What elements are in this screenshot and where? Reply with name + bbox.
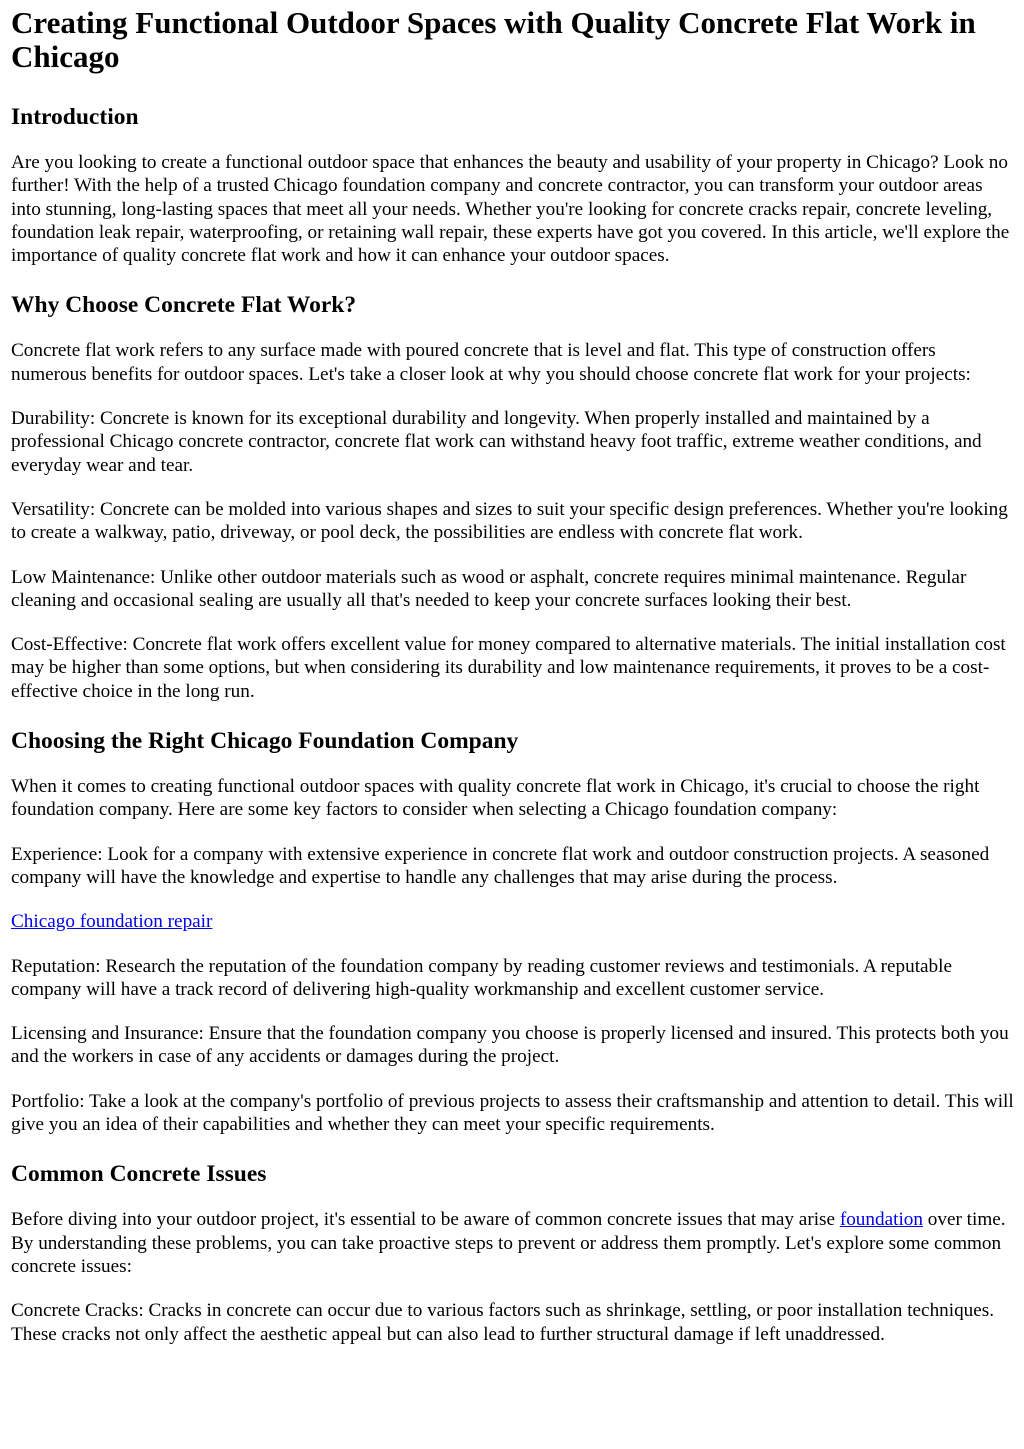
issues-text-before-link: Before diving into your outdoor project, it's essential to be aware of common concrete issues that may arise — [11, 1209, 840, 1231]
section-heading-choosing-company: Choosing the Right Chicago Foundation Company — [11, 728, 519, 755]
section-heading-why-choose: Why Choose Concrete Flat Work? — [11, 292, 357, 319]
why-paragraph-durability: Durability: Concrete is known for its exceptional durability and longevity. When properly installed and maintained by a professional Chicago concrete contractor, concrete flat work can withstand heavy foot traffic, extreme weather conditions, and everyday wear and tear. — [11, 408, 982, 476]
foundation-link[interactable]: foundation — [839, 1209, 923, 1231]
section-heading-introduction: Introduction — [11, 104, 139, 130]
issues-text-after-link: over time. By understanding these problems, you can take proactive steps to prevent or address them promptly. Let's explore some common concrete issues: — [11, 1209, 1006, 1277]
intro-paragraph: Are you looking to create a functional outdoor space that enhances the beauty and usability of your property in Chicago? Look no further! With the help of a trusted Chicago foundation company and concrete contractor, you can transform your outdoor areas into stunning, long-lasting spaces that meet all your needs. Whether you're looking for concrete cracks repair, concrete leveling, foundation leak repair, waterproofing, or retaining wall repair, these experts have got you covered. In this article, we'll explore the importance of quality concrete flat work and how it can enhance your outdoor spaces. — [11, 152, 1010, 267]
issues-paragraph-intro — [11, 1208, 1014, 1278]
link-paragraph — [11, 910, 1014, 933]
page-title: Creating Functional Outdoor Spaces with Quality Concrete Flat Work in Chicago — [11, 5, 976, 74]
choosing-paragraph-intro: When it comes to creating functional outdoor spaces with quality concrete flat work in Chicago, it's crucial to choose the right foundation company. Here are some key factors to consider when selecting a Chicago foundation company: — [11, 776, 980, 821]
issues-paragraph-cracks: Concrete Cracks: Cracks in concrete can occur due to various factors such as shrinkage, settling, or poor installation techniques. These cracks not only affect the aesthetic appeal but can also lead to further structural damage if left unaddressed. — [11, 1300, 995, 1345]
section-heading-common-issues: Common Concrete Issues — [11, 1161, 267, 1188]
choosing-paragraph-licensing: Licensing and Insurance: Ensure that the foundation company you choose is properly licensed and insured. This protects both you and the workers in case of any accidents or damages during the project. — [11, 1023, 1009, 1068]
why-paragraph-low-maintenance: Low Maintenance: Unlike other outdoor materials such as wood or asphalt, concrete requires minimal maintenance. Regular cleaning and occasional sealing are usually all that's needed to keep your concrete surfaces looking their best. — [11, 566, 967, 611]
choosing-paragraph-reputation: Reputation: Research the reputation of the foundation company by reading customer reviews and testimonials. A reputable company will have a track record of delivering high-quality workmanship and excellent customer service. — [11, 955, 952, 1000]
chicago-foundation-repair-link[interactable]: Chicago foundation repair — [11, 911, 213, 933]
why-paragraph-intro: Concrete flat work refers to any surface made with poured concrete that is level and flat. This type of construction offers numerous benefits for outdoor spaces. Let's take a closer look at why you should choose concrete flat work for your projects: — [11, 340, 971, 385]
choosing-paragraph-experience: Experience: Look for a company with extensive experience in concrete flat work and outdoor construction projects. A seasoned company will have the knowledge and expertise to handle any challenges that may arise during the process. — [11, 843, 990, 888]
why-paragraph-versatility: Versatility: Concrete can be molded into various shapes and sizes to suit your specific design preferences. Whether you're looking to create a walkway, patio, driveway, or pool deck, the possibilities are endless with concrete flat work. — [11, 498, 1008, 544]
why-paragraph-cost-effective: Cost-Effective: Concrete flat work offers excellent value for money compared to alternative materials. The initial installation cost may be higher than some options, but when considering its durability and low maintenance requirements, it proves to be a cost-effective choice in the long run. — [11, 634, 1006, 702]
choosing-paragraph-portfolio: Portfolio: Take a look at the company's portfolio of previous projects to assess their craftsmanship and attention to detail. This will give you an idea of their capabilities and whether they can meet your specific requirements. — [11, 1090, 1014, 1136]
